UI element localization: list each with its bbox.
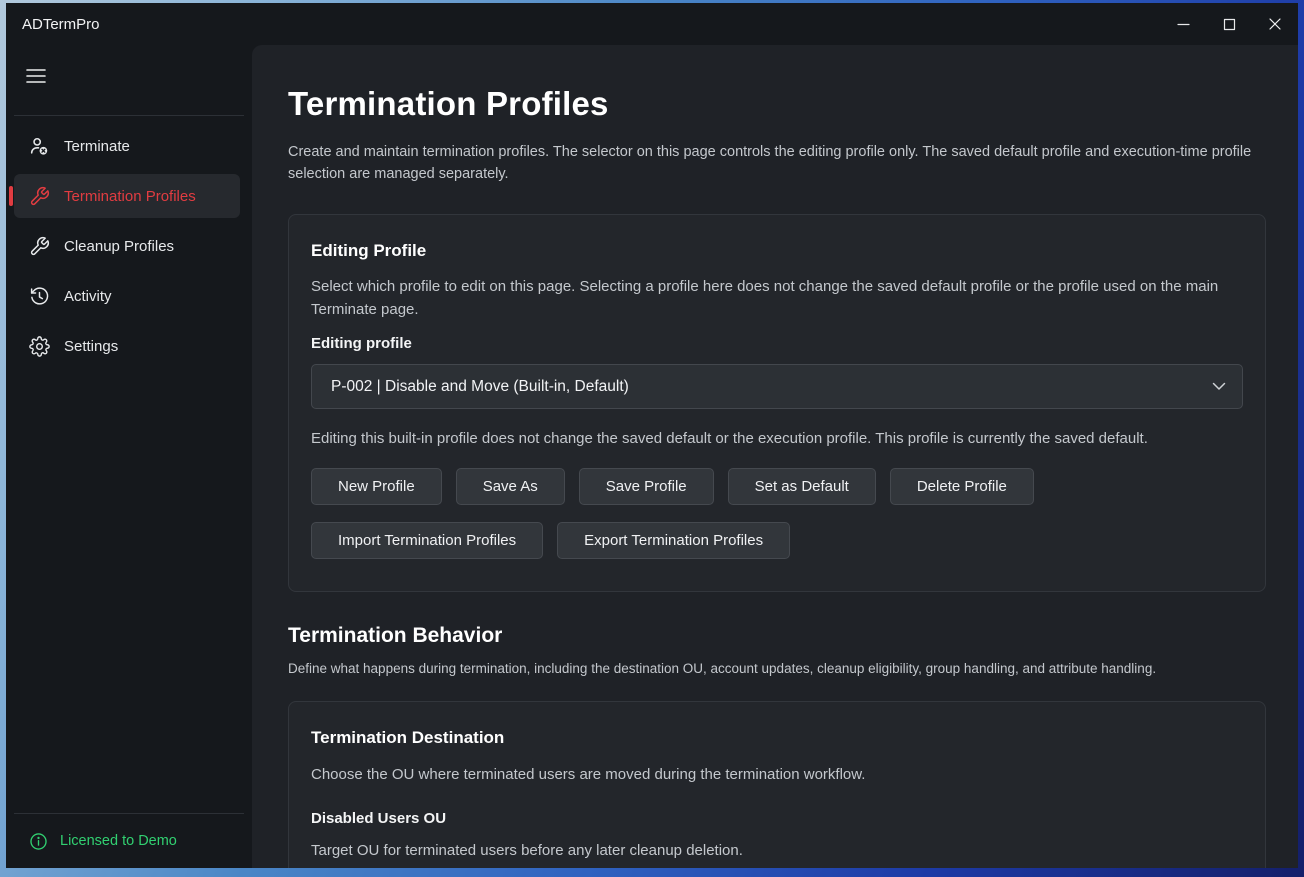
main-content [252, 45, 1298, 868]
disabled-users-ou-label: Disabled Users OU [311, 810, 447, 828]
sidebar [6, 45, 252, 868]
close-icon [1268, 17, 1282, 31]
editing-profile-card-description: Select which profile to edit on this page. Selecting a profile here does not change the saved default profile or the profile used on the main Terminate page. [311, 277, 1219, 319]
export-termination-profiles-button[interactable]: Export Termination Profiles [557, 522, 790, 559]
sidebar-item-terminate[interactable] [14, 124, 240, 168]
wrench-icon [28, 235, 50, 257]
license-label: Licensed to Demo [60, 833, 177, 849]
sidebar-footer [6, 813, 252, 868]
minimize-icon [1177, 18, 1190, 31]
sidebar-item-termination-profiles[interactable] [14, 174, 240, 218]
license-status[interactable] [6, 814, 252, 868]
sidebar-item-label: Activity [64, 287, 112, 305]
gear-icon [28, 335, 50, 357]
chevron-down-icon [1212, 378, 1226, 396]
editing-profile-card [288, 214, 1266, 592]
termination-destination-description: Choose the OU where terminated users are moved during the termination workflow. [311, 765, 866, 783]
set-as-default-button[interactable]: Set as Default [728, 468, 876, 505]
close-button[interactable] [1252, 3, 1298, 45]
hamburger-icon [26, 68, 46, 89]
wrench-icon [28, 185, 50, 207]
sidebar-item-activity[interactable] [14, 274, 240, 318]
new-profile-button[interactable]: New Profile [311, 468, 442, 505]
termination-behavior-subtitle: Define what happens during termination, including the destination OU, account updates, cleanup eligibility, group handling, and attribute handling. [288, 660, 1157, 676]
app-title: ADTermPro [22, 15, 100, 33]
sidebar-item-label: Cleanup Profiles [64, 237, 175, 255]
minimize-button[interactable] [1160, 3, 1206, 45]
window-controls [1160, 3, 1298, 45]
user-remove-icon [28, 135, 50, 157]
page-title: Termination Profiles [288, 85, 609, 122]
termination-destination-card [288, 701, 1266, 868]
history-icon [28, 285, 50, 307]
sidebar-item-label: Settings [64, 337, 119, 355]
app-body [6, 45, 1298, 868]
disabled-users-ou-description: Target OU for terminated users before any later cleanup deletion. [311, 842, 743, 860]
info-icon [28, 831, 48, 851]
editing-profile-card-title: Editing Profile [311, 240, 427, 260]
app-window [6, 3, 1298, 868]
save-as-button[interactable]: Save As [456, 468, 565, 505]
sidebar-item-label: Terminate [64, 137, 130, 155]
sidebar-nav [6, 116, 252, 374]
editing-profile-selected-value: P-002 | Disable and Move (Built-in, Default) [331, 377, 629, 395]
save-profile-button[interactable]: Save Profile [579, 468, 714, 505]
active-item-indicator [9, 186, 13, 206]
delete-profile-button[interactable]: Delete Profile [890, 468, 1034, 505]
nav-menu-button[interactable] [16, 61, 56, 95]
sidebar-item-label: Termination Profiles [64, 187, 196, 205]
sidebar-item-cleanup-profiles[interactable] [14, 224, 240, 268]
profile-actions-row-2 [311, 522, 1243, 559]
termination-behavior-title: Termination Behavior [288, 623, 503, 647]
sidebar-item-settings[interactable] [14, 324, 240, 368]
page-subtitle: Create and maintain termination profiles. The selector on this page controls the editing profile only. The saved default profile and execution-time profile selection are managed separately. [288, 144, 1252, 183]
import-termination-profiles-button[interactable]: Import Termination Profiles [311, 522, 543, 559]
maximize-icon [1223, 18, 1236, 31]
title-bar [6, 3, 1298, 45]
editing-profile-note: Editing this built-in profile does not change the saved default or the execution profile. This profile is currently the saved default. [311, 430, 1148, 448]
profile-actions-row-1 [311, 468, 1243, 505]
editing-profile-field-label: Editing profile [311, 335, 412, 353]
termination-destination-title: Termination Destination [311, 727, 505, 747]
editing-profile-select[interactable] [311, 364, 1243, 409]
maximize-button[interactable] [1206, 3, 1252, 45]
